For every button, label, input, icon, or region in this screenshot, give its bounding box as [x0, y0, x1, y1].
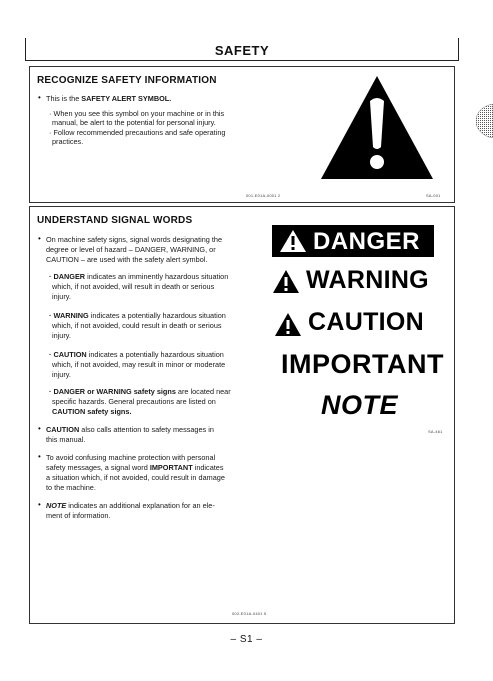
note-line1	[46, 501, 215, 510]
sub2-line2: practices.	[52, 137, 84, 146]
caution-line2: which, if not avoided, may result in minor or moderate	[52, 360, 226, 369]
intro-line2: degree or level of hazard – DANGER, WARNING, or	[46, 245, 216, 254]
warning-line3: injury.	[52, 331, 71, 340]
bullet: •	[38, 93, 41, 102]
text: also calls attention to safety messages in	[79, 425, 214, 434]
sa-code: SA-001	[426, 193, 441, 198]
intro-line3: CAUTION – are used with the safety alert symbol.	[46, 255, 208, 264]
important-line4: to the machine.	[46, 483, 96, 492]
text: indicates a potentially hazardous situation	[88, 311, 226, 320]
important-word: IMPORTANT	[281, 349, 444, 379]
bullet: •	[38, 452, 41, 461]
recognize-safety-box	[29, 66, 455, 203]
text-bold: · DANGER	[49, 272, 86, 281]
text-bold: IMPORTANT	[149, 463, 193, 472]
important-line1: To avoid confusing machine protection with personal	[46, 453, 216, 462]
bullet: •	[38, 500, 41, 509]
sub2-line1: · Follow recommended precautions and safe operating	[49, 128, 226, 137]
text: indicates an additional explanation for an ele-	[66, 501, 215, 510]
sub1-line2: manual, be alert to the potential for personal injury.	[52, 118, 216, 127]
danger-line1	[49, 272, 228, 281]
note-word: NOTE	[321, 390, 399, 420]
text-bold-italic: NOTE	[46, 501, 67, 510]
bullet: •	[38, 234, 41, 243]
signs-line3	[52, 407, 131, 416]
caution-line3: injury.	[52, 370, 71, 379]
recognize-title: RECOGNIZE SAFETY INFORMATION	[37, 75, 217, 86]
note-line2: ment of information.	[46, 511, 111, 520]
ref-code: 001-E01A-0001 2	[246, 193, 281, 198]
caution-alert-icon	[274, 312, 302, 337]
text: indicates	[192, 463, 224, 472]
intro-line1: On machine safety signs, signal words designating the	[46, 235, 223, 244]
signs-line2: specific hazards. General precautions are listed on	[52, 397, 216, 406]
ref-code: 002-E01A-0401 5	[232, 611, 267, 616]
sa-code: SA-461	[428, 429, 443, 434]
page-number: – S1 –	[230, 634, 263, 645]
sub1-line1: · When you see this symbol on your machine or in this	[49, 109, 225, 118]
caution-word: CAUTION	[308, 308, 424, 336]
danger-word: DANGER	[313, 228, 421, 255]
warning-word: WARNING	[306, 266, 429, 294]
signs-line1	[49, 387, 231, 396]
signal-words-box	[29, 206, 455, 624]
warning-line1	[49, 311, 226, 320]
important-line3: a situation which, if not avoided, could result in damage	[46, 473, 225, 482]
text-bold: · CAUTION	[49, 350, 87, 359]
text-bold: CAUTION safety signs.	[52, 407, 132, 416]
text-bold: CAUTION	[46, 425, 80, 434]
alert-symbol-line	[46, 94, 171, 103]
caution-line1	[49, 350, 224, 359]
text: indicates a potentially hazardous situation	[86, 350, 224, 359]
text-bold: · WARNING	[49, 311, 89, 320]
danger-line2: which, if not avoided, will result in death or serious	[52, 282, 215, 291]
caution-attn-line2: this manual.	[46, 435, 86, 444]
warning-line2: which, if not avoided, could result in death or serious	[52, 321, 222, 330]
caution-attn-line1	[46, 425, 214, 434]
text: indicates an imminently hazardous situation	[85, 272, 229, 281]
warning-alert-icon	[272, 269, 300, 294]
side-tab-icon	[476, 104, 493, 138]
important-line2	[46, 463, 224, 472]
header-divider	[25, 60, 459, 61]
text: This is the	[46, 94, 82, 103]
danger-line3: injury.	[52, 292, 71, 301]
section-title: SAFETY	[214, 43, 270, 58]
safety-alert-triangle-icon	[318, 73, 436, 183]
signal-words-title: UNDERSTAND SIGNAL WORDS	[37, 215, 193, 226]
text: are located near	[175, 387, 231, 396]
danger-alert-icon	[279, 229, 307, 253]
text-bold: · DANGER or WARNING safety signs	[49, 387, 176, 396]
text-bold: SAFETY ALERT SYMBOL.	[81, 94, 172, 103]
bullet: •	[38, 424, 41, 433]
text: safety messages, a signal word	[46, 463, 150, 472]
